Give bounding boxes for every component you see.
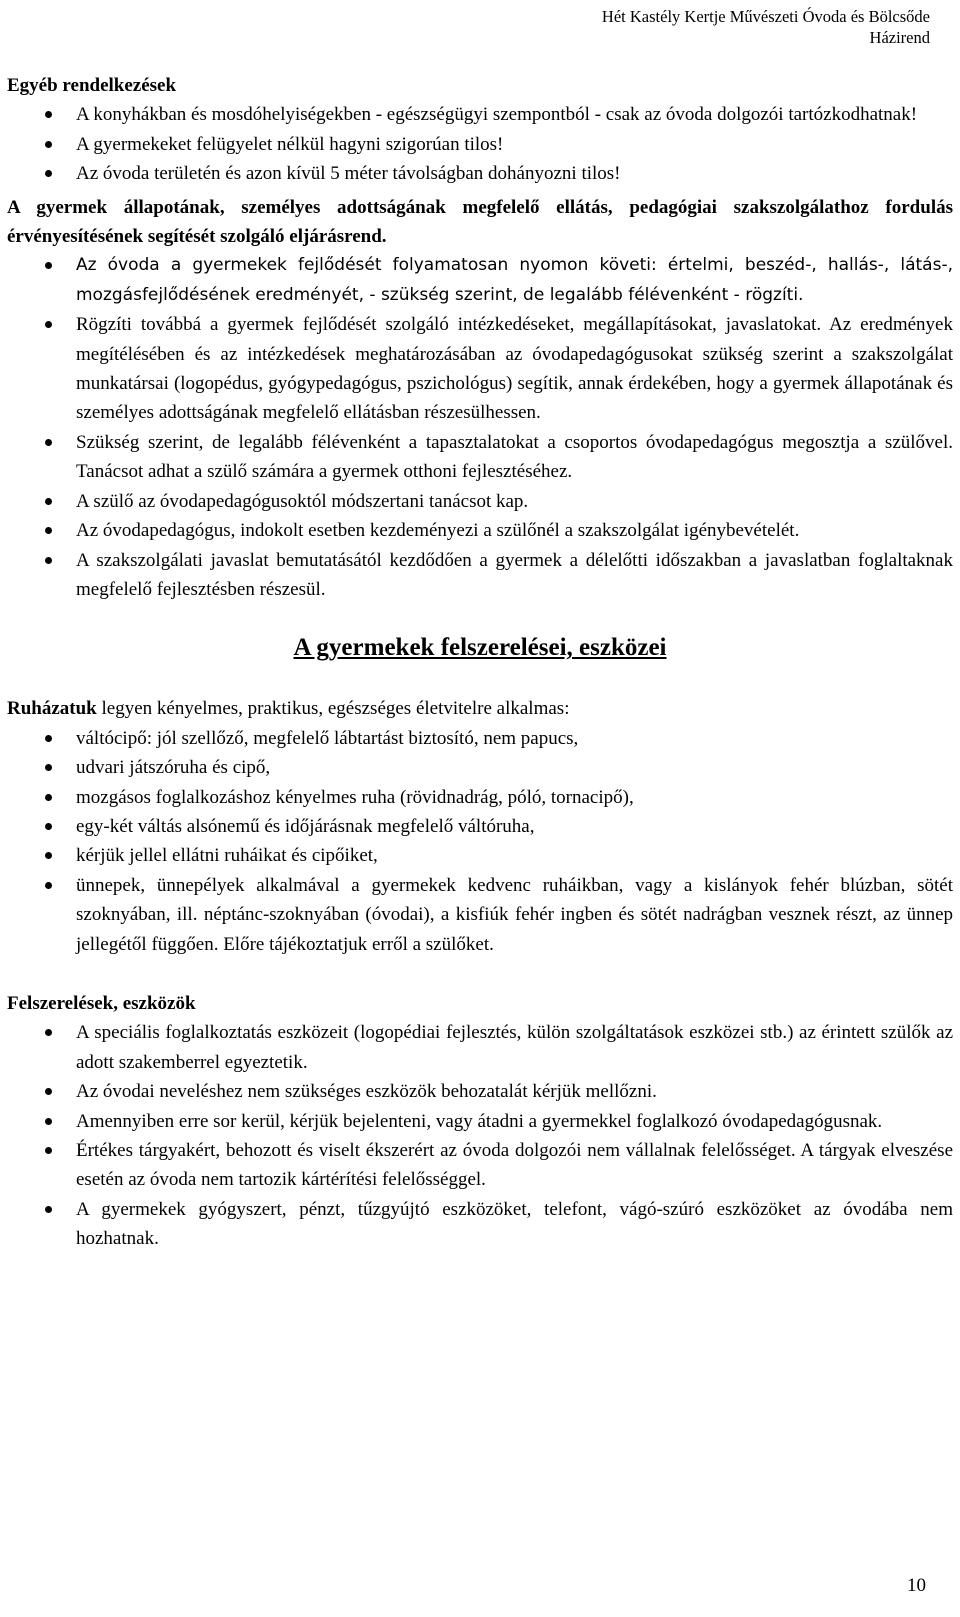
equipment-heading: A gyermekek felszerelései, eszközei: [293, 634, 667, 662]
list-item: Szükség szerint, de legalább félévenként a tapasztalatokat a csoportos óvodapedagógus megosztja a szülővel. Tanácsot adhat a szülő számára a gyermek otthoni fejlesztéséhez.: [7, 428, 953, 487]
bullet-icon: [45, 735, 52, 742]
bullet-icon: [45, 1029, 52, 1036]
bullet-icon: [45, 498, 52, 505]
clothing-lead-bold: Ruházatuk: [7, 698, 97, 720]
section-title-procedure: A gyermek állapotának, személyes adottságának megfelelő ellátás, pedagógiai szakszolgálathoz fordulás érvényesítésének segítését szolgáló eljárásrend.: [7, 196, 953, 248]
list-item: A szülő az óvodapedagógusoktól módszertani tanácsot kap.: [7, 487, 953, 516]
list-item: váltócipő: jól szellőző, megfelelő lábtartást biztosító, nem papucs,: [7, 724, 953, 753]
bullet-icon: [45, 852, 52, 859]
clothing-list: [7, 724, 953, 959]
bullet-icon: [45, 262, 52, 269]
list-item: A szakszolgálati javaslat bemutatásától kezdődően a gyermek a délelőtti időszakban a javaslatban foglaltaknak megfelelő fejlesztésben részesül.: [7, 546, 953, 605]
procedure-list: [7, 251, 953, 604]
document-body: [7, 71, 953, 1254]
list-item: A gyermekeket felügyelet nélkül hagyni szigorúan tilos!: [7, 130, 953, 159]
bullet-icon: [45, 764, 52, 771]
list-item: egy-két váltás alsónemű és időjárásnak megfelelő váltóruha,: [7, 812, 953, 841]
bullet-icon: [45, 111, 52, 118]
bullet-icon: [45, 1118, 52, 1125]
bullet-icon: [45, 1206, 52, 1213]
page-header: [602, 6, 930, 48]
list-item: A gyermekek gyógyszert, pénzt, tűzgyújtó eszközöket, telefont, vágó-szúró eszközöket az óvodába nem hozhatnak.: [7, 1195, 953, 1254]
bullet-icon: [45, 141, 52, 148]
list-item: kérjük jellel ellátni ruháikat és cipőiket,: [7, 841, 953, 870]
bullet-icon: [45, 794, 52, 801]
tools-list: [7, 1018, 953, 1253]
list-item: Rögzíti továbbá a gyermek fejlődését szolgáló intézkedéseket, megállapításokat, javaslatokat. Az eredmények megítélésében és az intézkedések meghatározásában az óvodapedagógusokat szükség szerint a szakszolgálat munkatársai (logopédus, gyógypedagógus, pszichológus) segítik, annak érdekében, hogy a gyermek állapotának és személyes adottságának megfelelő ellátásban részesülhessen.: [7, 310, 953, 428]
section-title-tools: Felszerelések, eszközök: [7, 992, 196, 1014]
list-item: Az óvodai neveléshez nem szükséges eszközök behozatalát kérjük mellőzni.: [7, 1077, 953, 1106]
header-institution: Hét Kastély Kertje Művészeti Óvoda és Bölcsőde: [601, 7, 930, 26]
list-item: A speciális foglalkoztatás eszközeit (logopédiai fejlesztés, külön szolgáltatások eszközei stb.) az érintett szülők az adott szakemberrel egyeztetik.: [7, 1018, 953, 1077]
list-item: Értékes tárgyakért, behozott és viselt ékszerért az óvoda dolgozói nem vállalnak felelősséget. A tárgyak elveszése esetén az óvoda nem tartozik kártérítési felelősséggel.: [7, 1136, 953, 1195]
other-rules-list: [7, 100, 953, 188]
bullet-icon: [45, 557, 52, 564]
header-document-title: Házirend: [869, 28, 930, 47]
bullet-icon: [45, 1088, 52, 1095]
list-item: Az óvoda területén és azon kívül 5 méter távolságban dohányozni tilos!: [7, 159, 953, 188]
bullet-icon: [45, 823, 52, 830]
bullet-icon: [45, 170, 52, 177]
bullet-icon: [45, 527, 52, 534]
list-item: Az óvodapedagógus, indokolt esetben kezdeményezi a szülőnél a szakszolgálat igénybevételét.: [7, 516, 953, 545]
bullet-icon: [45, 439, 52, 446]
list-item: udvari játszóruha és cipő,: [7, 753, 953, 782]
list-item: Az óvoda a gyermekek fejlődését folyamatosan nyomon követi: értelmi, beszéd-, hallás-, látás-, mozgásfejlődésének eredményét, - szükség szerint, de legalább félévenként - rögzíti.: [7, 251, 953, 310]
clothing-lead-text: legyen kényelmes, praktikus, egészséges életvitelre alkalmas:: [96, 698, 570, 720]
bullet-icon: [45, 882, 52, 889]
list-item: Amennyiben erre sor kerül, kérjük bejelenteni, vagy átadni a gyermekkel foglalkozó óvodapedagógusnak.: [7, 1107, 953, 1136]
page-number: 10: [907, 1575, 926, 1596]
section-title-other-rules: Egyéb rendelkezések: [7, 75, 177, 96]
list-item: mozgásos foglalkozáshoz kényelmes ruha (rövidnadrág, póló, tornacipő),: [7, 783, 953, 812]
bullet-icon: [45, 321, 52, 328]
list-item: A konyhákban és mosdóhelyiségekben - egészségügyi szempontból - csak az óvoda dolgozói tartózkodhatnak!: [7, 100, 953, 129]
clothing-lead: [7, 694, 953, 723]
list-item: ünnepek, ünnepélyek alkalmával a gyermekek kedvenc ruháikban, vagy a kislányok fehér blúzban, sötét szoknyában, ill. néptánc-szoknyában (óvodai), a kisfiúk fehér ingben és sötét nadrágban vesznek részt, az ünnep jellegétől függően. Előre tájékoztatjuk erről a szülőket.: [7, 871, 953, 959]
bullet-icon: [45, 1147, 52, 1154]
